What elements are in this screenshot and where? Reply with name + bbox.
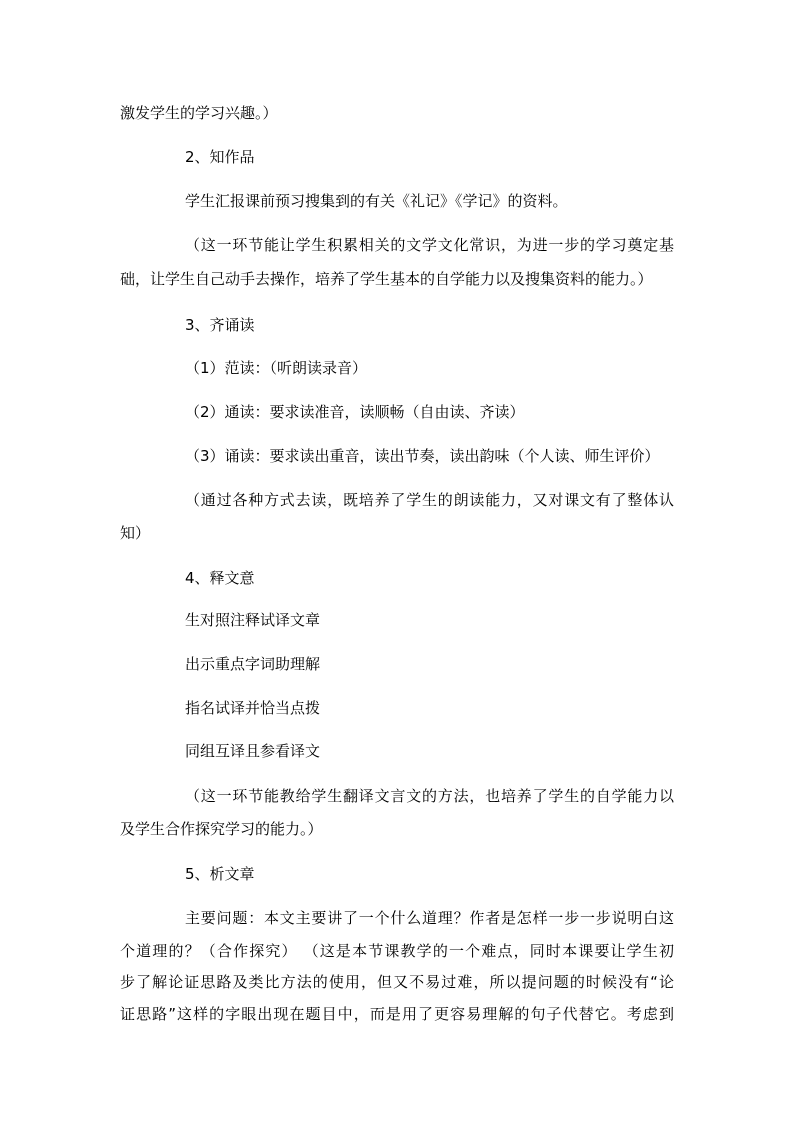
list-item: 出示重点字词助理解 xyxy=(185,655,321,673)
note-line: （这一环节能让学生积累相关的文学文化常识，为进一步的学习奠定基 xyxy=(185,236,674,254)
text-line: 步了解论证思路及类比方法的使用，但又不易过难，所以提问题的时候没有“论 xyxy=(120,973,674,991)
note-line: （通过各种方式去读，既培养了学生的朗读能力，又对课文有了整体认 xyxy=(185,491,674,509)
text-line: 证思路”这样的字眼出现在题目中，而是用了更容易理解的句子代替它。考虑到 xyxy=(120,1005,674,1023)
list-item: （3）诵读：要求读出重音，读出节奏，读出韵味（个人读、师生评价） xyxy=(185,447,660,465)
section-heading: 2、知作品 xyxy=(185,148,255,166)
text-line: 个道理的？（合作探究） （这是本节课教学的一个难点，同时本课要让学生初 xyxy=(120,942,674,960)
list-item: 同组互译且参看译文 xyxy=(185,742,321,760)
list-item: 生对照注释试译文章 xyxy=(185,611,321,629)
section-heading: 5、析文章 xyxy=(185,865,255,883)
section-heading: 3、齐诵读 xyxy=(185,316,255,334)
text-line: 学生汇报课前预习搜集到的有关《礼记》《学记》的资料。 xyxy=(185,192,568,210)
text-line: 主要问题：本文主要讲了一个什么道理？作者是怎样一步一步说明白这 xyxy=(185,909,674,927)
section-heading: 4、释文意 xyxy=(185,569,255,587)
note-line: （这一环节能教给学生翻译文言文的方法，也培养了学生的自学能力以 xyxy=(185,787,674,805)
list-item: （2）通读：要求读准音，读顺畅（自由读、齐读） xyxy=(185,403,525,421)
list-item: （1）范读：（听朗读录音） xyxy=(185,359,368,377)
text-line: 激发学生的学习兴趣。） xyxy=(120,104,278,122)
note-line: 及学生合作探究学习的能力。） xyxy=(120,820,323,838)
note-line: 知） xyxy=(120,524,151,542)
note-line: 础，让学生自己动手去操作，培养了学生基本的自学能力以及搜集资料的能力。） xyxy=(120,270,653,288)
list-item: 指名试译并恰当点拨 xyxy=(185,699,321,717)
